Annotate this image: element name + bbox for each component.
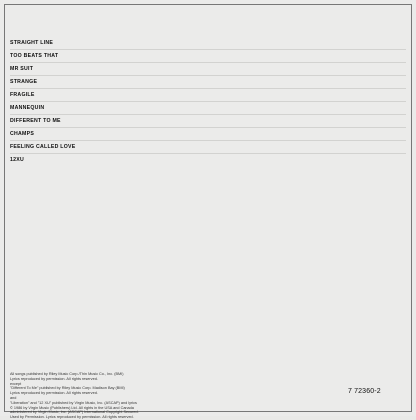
credit-line: "Liberation" and "12 XU" published by Virgin Music, Inc. (ASCAP) and lyrics — [10, 400, 137, 405]
song-12xu — [10, 153, 406, 163]
credit-line: except — [10, 381, 22, 386]
song-title: MANNEQUIN — [10, 105, 45, 111]
song-title: FEELING CALLED LOVE — [10, 144, 76, 150]
song-champs — [10, 127, 406, 137]
song-mannequin — [10, 101, 406, 111]
credit-line: Lyrics reproduced by permission. All rights reserved. — [10, 376, 98, 381]
credit-line: Used by Permission. Lyrics reproduced by permission. All rights reserved. — [10, 415, 134, 420]
song-title: MR SUIT — [10, 66, 34, 72]
credit-line: administered by Virgin Music, Inc. (ASCAP) International Copyright Secured. — [10, 410, 139, 415]
credit-line: and — [10, 395, 17, 400]
credit-line: © 1986 by Virgin Music (Publishers) Ltd. All rights in the USA and Canada — [10, 405, 134, 410]
song-title: STRAIGHT LINE — [10, 40, 54, 46]
song-title: CHAMPS — [10, 131, 35, 137]
song-different-to-me — [10, 114, 406, 124]
song-fragile — [10, 88, 406, 98]
credit-line: "Different To Me" published by Riley Music Corp. Madison Bay (BMI) — [10, 386, 125, 391]
copyright-credits — [10, 372, 340, 420]
catalog-number: 7 72360-2 — [348, 388, 381, 395]
lyrics-section — [10, 40, 406, 166]
song-title: 12XU — [10, 157, 25, 163]
song-strange — [10, 75, 406, 85]
song-title: TOO BEATS THAT — [10, 53, 59, 59]
song-title: STRANGE — [10, 79, 38, 85]
song-title: DIFFERENT TO ME — [10, 118, 61, 124]
song-straight-line — [10, 40, 406, 46]
song-mr-suit — [10, 62, 406, 72]
song-title: FRAGILE — [10, 92, 35, 98]
credit-line: All songs published by Riley Music Corp./Thin Music Co., Inc. (BMI) — [10, 372, 124, 376]
song-too-beats-that — [10, 49, 406, 59]
credit-line: Lyrics reproduced by permission. All rights reserved. — [10, 391, 98, 396]
song-feeling-called-love — [10, 140, 406, 150]
